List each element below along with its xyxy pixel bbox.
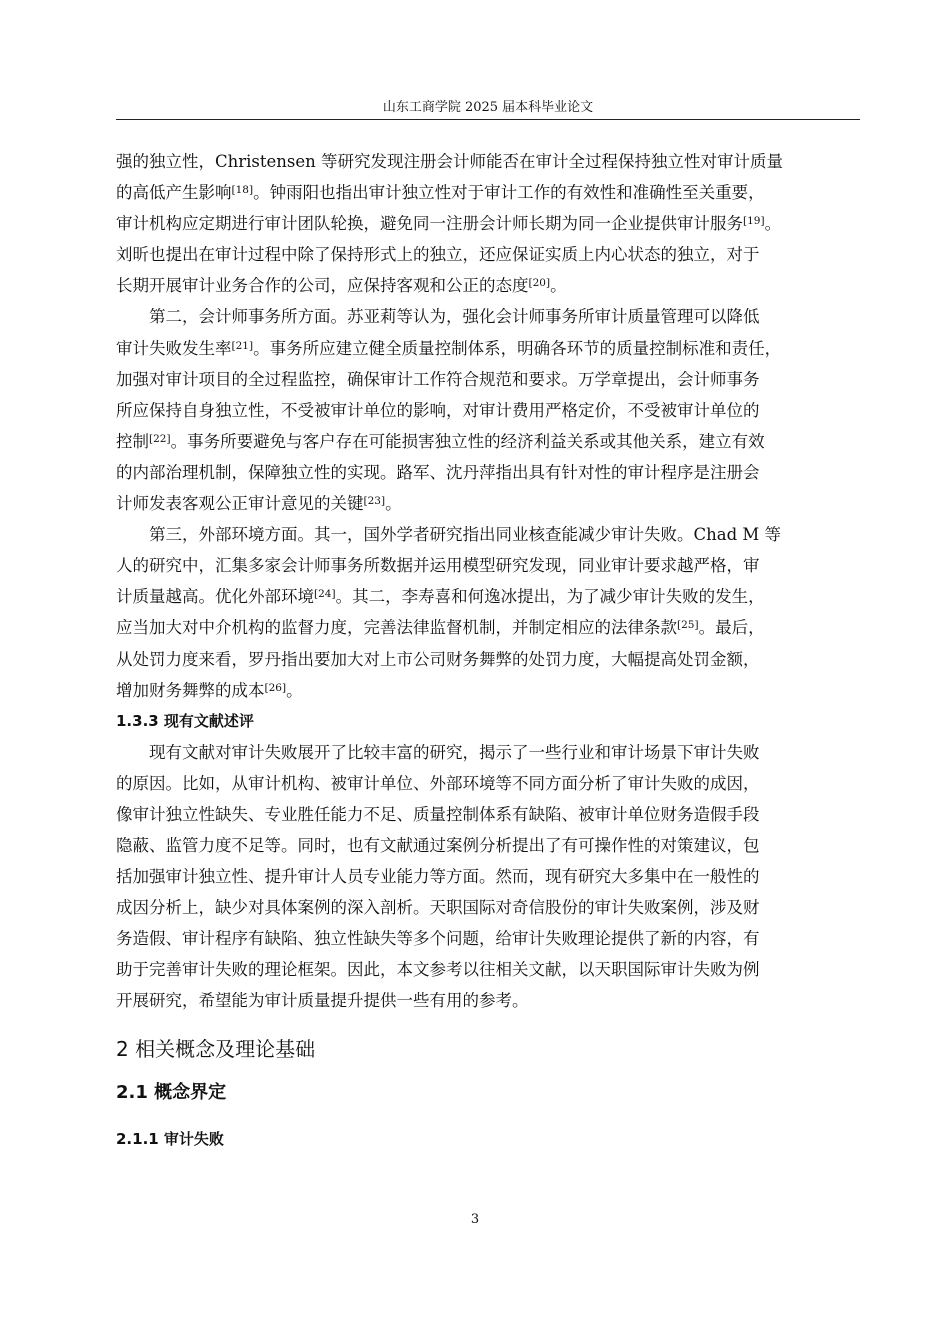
citation-marker: [20]: [528, 277, 551, 290]
page-header: 山东工商学院 2025 届本科毕业论文: [116, 96, 860, 120]
citation-marker: [21]: [231, 339, 254, 352]
citation-marker: [23]: [363, 495, 386, 508]
section-heading-1-3-3: 1.3.3 现有文献述评: [116, 711, 254, 730]
citation-marker: [26]: [264, 681, 287, 694]
paragraph-accounting-firm: 第二，会计师事务所方面。苏亚莉等认为，强化会计师事务所审计质量管理可以降低 审计失败发生率[21]。事务所应建立健全质量控制体系，明确各环节的质量控制标准和责任， 加强对审计项目的全过程监控，确保审计工作符合规范和要求。万学章提出，会计师事务 所应保持自身独立性，不受被审计单位的影响，对审计费用严格定价，不受被审计单位的 控制[22]。事务所要避免与客户存在可能损害独立性的经济利益关系或其他关系，建立有效 的内部治理机制，保障独立性的实现。路军、沈丹萍指出具有针对性的审计程序是注册会 计师发表客观公正审计意见的关键[23]。: [116, 307, 782, 514]
page-body: [116, 146, 860, 1151]
citation-marker: [22]: [149, 432, 171, 445]
section-heading-2-1-1: 2.1.1 审计失败: [116, 1129, 224, 1148]
citation-marker: [19]: [743, 215, 765, 228]
citation-marker: [24]: [314, 588, 336, 601]
chapter-heading-2: 2 相关概念及理论基础: [116, 1036, 316, 1061]
section-heading-2-1: 2.1 概念界定: [116, 1081, 227, 1103]
paragraph-external-environment: 第三，外部环境方面。其一，国外学者研究指出同业核查能减少审计失败。Chad M 等 人的研究中，汇集多家会计师事务所数据并运用模型研究发现，同业审计要求越严格，审 计质量越高。优化外部环境[24]。其二，李寿喜和何逸冰提出，为了减少审计失败的发生， 应当加大对中介机构的监督力度，完善法律监督机制，并制定相应的法律条款[25]。最后， 从处罚力度来看，罗丹指出要加大对上市公司财务舞弊的处罚力度，大幅提高处罚金额， 增加财务舞弊的成本[26]。: [116, 525, 782, 700]
citation-marker: [25]: [677, 619, 699, 632]
page-number: 3: [470, 1212, 480, 1227]
citation-marker: [18]: [231, 184, 254, 197]
paragraph-literature-review: 现有文献对审计失败展开了比较丰富的研究，揭示了一些行业和审计场景下审计失败 的原因。比如，从审计机构、被审计单位、外部环境等不同方面分析了审计失败的成因， 像审计独立性缺失、专业胜任能力不足、质量控制体系有缺陷、被审计单位财务造假手段 隐蔽、监管力度不足等。同时，也有文献通过案例分析提出了有可操作性的对策建议，包 括加强审计独立性、提升审计人员专业能力等方面。然而，现有研究大多集中在一般性的 成因分析上，缺少对具体案例的深入剖析。天职国际对奇信股份的审计失败案例，涉及财 务造假、审计程序有缺陷、独立性缺失等多个问题，给审计失败理论提供了新的内容，有 助于完善审计失败的理论框架。因此，本文参考以往相关文献，以天职国际审计失败为例 开展研究，希望能为审计质量提升提供一些有用的参考。: [116, 742, 760, 1011]
paragraph-independence: 强的独立性，Christensen 等研究发现注册会计师能否在审计全过程保持独立性对审计质量 的高低产生影响[18]。钟雨阳也指出审计独立性对于审计工作的有效性和准确性至关重要， 审计机构应定期进行审计团队轮换，避免同一注册会计师长期为同一企业提供审计服务[19]。 刘昕也提出在审计过程中除了保持形式上的独立，还应保证实质上内心状态的独立，对于 长期开展审计业务合作的公司，应保持客观和公正的态度[20]。: [116, 152, 784, 296]
